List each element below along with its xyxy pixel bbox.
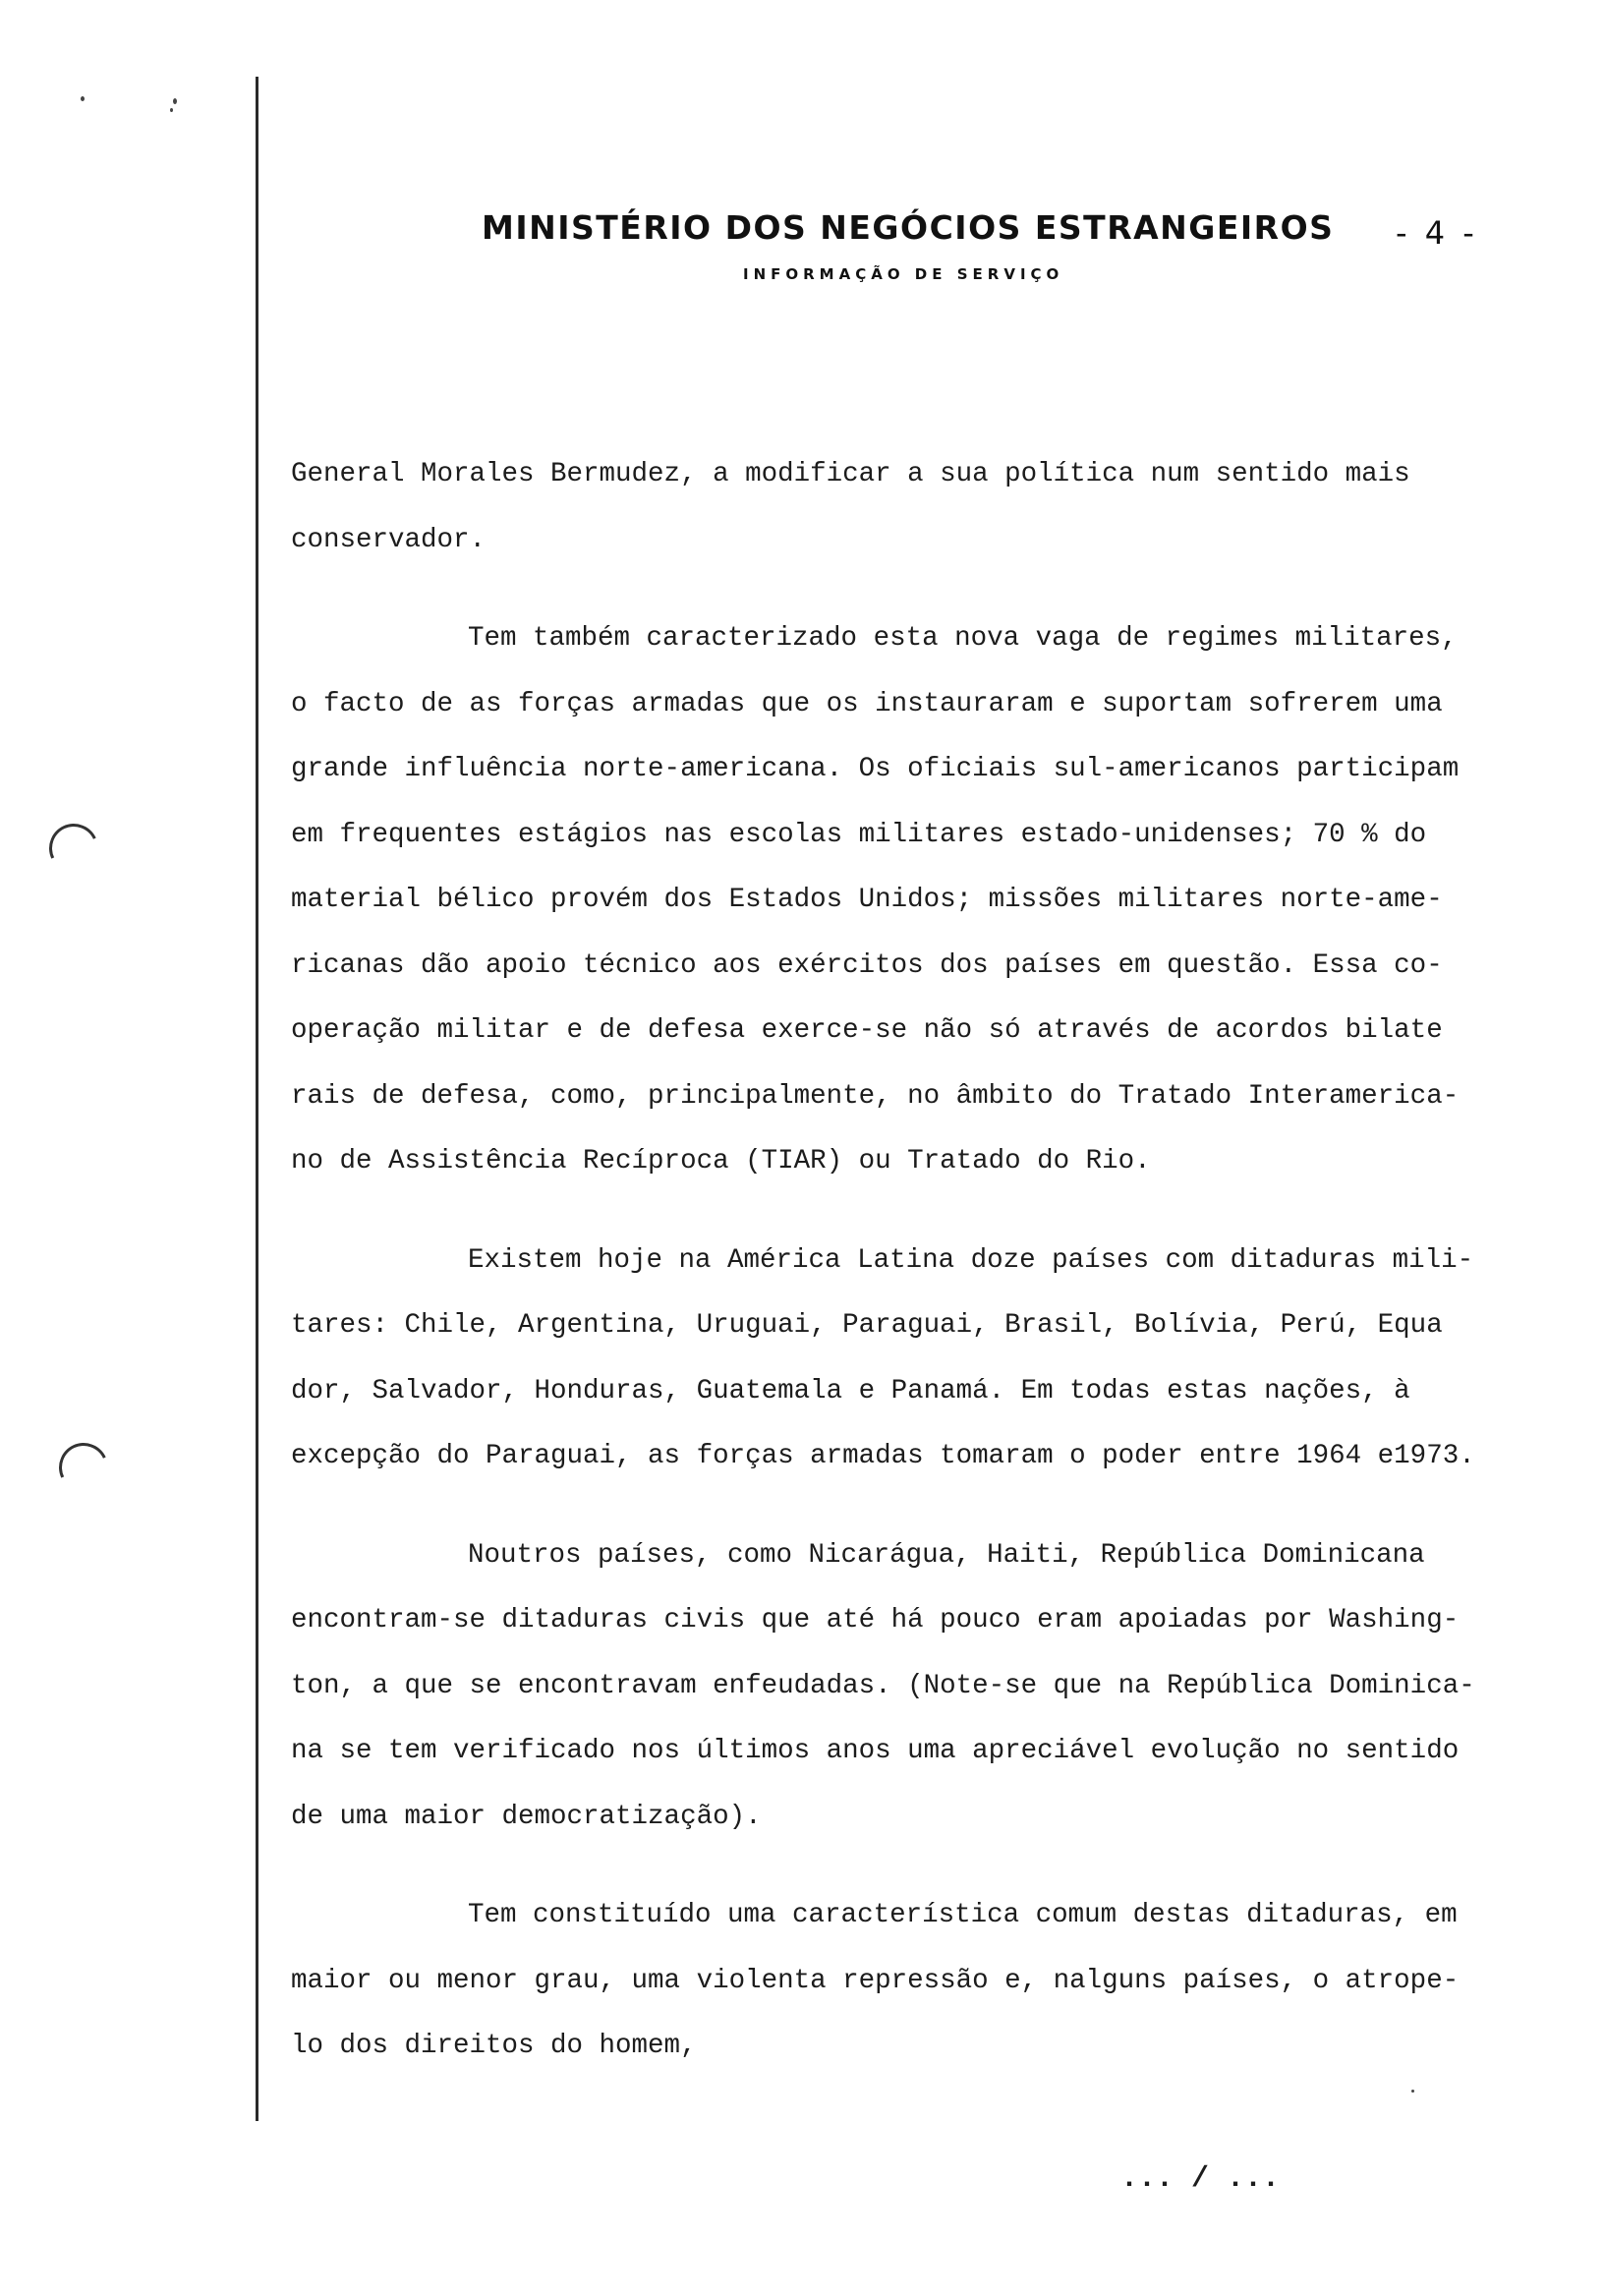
text-line: Existem hoje na América Latina doze países com ditaduras mili-: [468, 1244, 1474, 1276]
text-line: conservador.: [291, 524, 487, 555]
text-line: operação militar e de defesa exerce-se não só através de acordos bilate: [291, 1015, 1443, 1046]
text-line: General Morales Bermudez, a modificar a sua política num sentido mais: [291, 459, 1410, 489]
paragraph-3: [291, 1229, 1588, 1490]
text-line: na se tem verificado nos últimos anos uma apreciável evolução no sentido: [291, 1736, 1460, 1766]
text-line: Noutros países, como Nicarágua, Haiti, República Dominicana: [468, 1539, 1425, 1571]
text-line: lo dos direitos do homem,: [291, 2031, 697, 2061]
ink-speck: [173, 98, 177, 104]
punch-hole-lower: [52, 1436, 115, 1499]
paragraph-1: [291, 442, 1588, 573]
text-line: no de Assistência Recíproca (TIAR) ou Tratado do Rio.: [291, 1146, 1151, 1177]
ink-speck: [81, 96, 85, 101]
text-line: maior ou menor grau, uma violenta repressão e, nalguns países, o atrope-: [291, 1965, 1460, 1996]
paragraph-5: [291, 1883, 1588, 2080]
continuation-mark: ... / ...: [1120, 2162, 1281, 2196]
text-line: excepção do Paraguai, as forças armadas tomaram o poder entre 1964 e1973.: [291, 1441, 1475, 1471]
text-line: ricanas dão apoio técnico aos exércitos dos países em questão. Essa co-: [291, 949, 1443, 981]
page-number: - 4 -: [1396, 214, 1478, 252]
punch-hole-upper: [42, 817, 105, 880]
margin-rule: [256, 77, 258, 2121]
text-line: encontram-se ditaduras civis que até há pouco eram apoiadas por Washing-: [291, 1605, 1460, 1636]
text-line: dor, Salvador, Honduras, Guatemala e Panamá. Em todas estas nações, à: [291, 1375, 1410, 1406]
paragraph-4: [291, 1523, 1588, 1851]
text-line: em frequentes estágios nas escolas militares estado-unidenses; 70 % do: [291, 819, 1427, 850]
letterhead-subtitle: INFORMAÇÃO DE SERVIÇO: [743, 265, 1064, 283]
ministry-title: MINISTÉRIO DOS NEGÓCIOS ESTRANGEIROS: [482, 208, 1335, 247]
text-line: grande influência norte-americana. Os oficiais sul-americanos participam: [291, 754, 1460, 784]
text-line: o facto de as forças armadas que os instauraram e suportam sofrerem uma: [291, 688, 1443, 719]
document-body: [291, 442, 1588, 2113]
paragraph-2: [291, 606, 1588, 1195]
text-line: ton, a que se encontravam enfeudadas. (Note-se que na República Dominica-: [291, 1670, 1475, 1701]
text-line: tares: Chile, Argentina, Uruguai, Paraguai, Brasil, Bolívia, Perú, Equa: [291, 1310, 1443, 1341]
text-line: Tem também caracterizado esta nova vaga de regimes militares,: [468, 623, 1458, 654]
text-line: rais de defesa, como, principalmente, no âmbito do Tratado Interamerica-: [291, 1080, 1460, 1112]
text-line: material bélico provém dos Estados Unidos; missões militares norte-ame-: [291, 885, 1443, 915]
text-line: de uma maior democratização).: [291, 1801, 762, 1832]
ink-speck: [170, 108, 173, 112]
text-line: Tem constituído uma característica comum destas ditaduras, em: [468, 1900, 1458, 1930]
